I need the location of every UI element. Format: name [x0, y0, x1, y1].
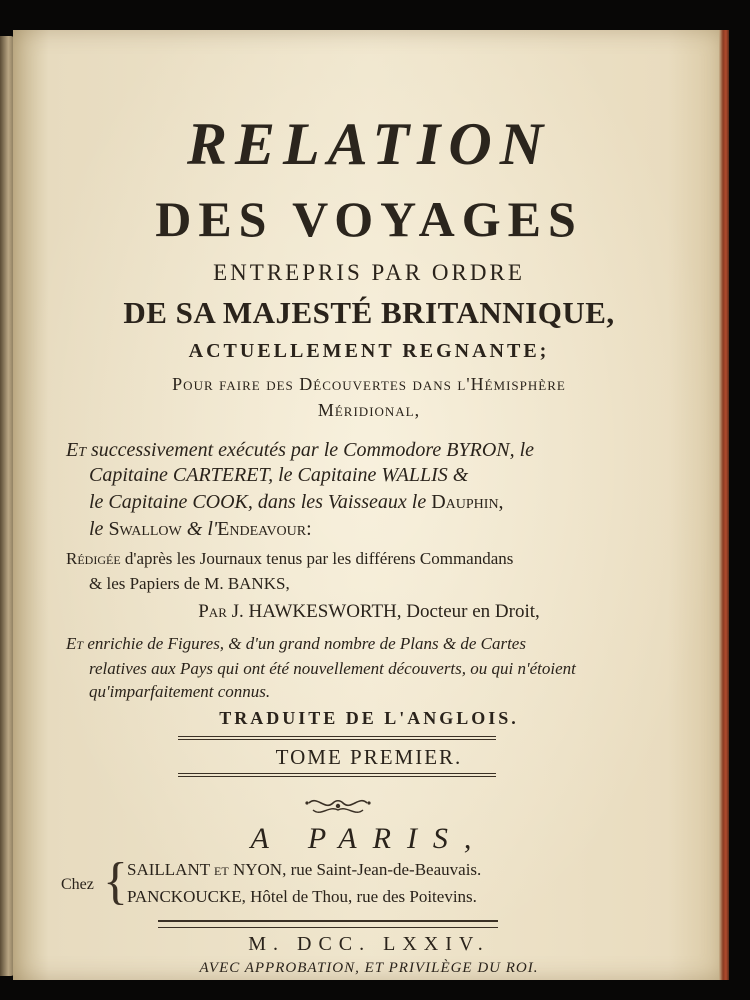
executed-text-1: successivement exécutés par le Commodore — [86, 439, 447, 461]
executed-line-1 — [66, 439, 534, 462]
imprint-privilege: AVEC APPROBATION, ET PRIVILÈGE DU ROI. — [199, 960, 539, 976]
executed-et: Et — [66, 439, 87, 461]
executed-text-2: Capitaine — [89, 464, 173, 486]
author-par: Par — [198, 601, 227, 622]
curly-brace-icon: { — [103, 853, 128, 910]
publisher-line-2: PANCKOUCKE, Hôtel de Thou, rue des Poitevins. — [127, 887, 477, 906]
redigee-text: d'après les Journaux tenus par les différens Commandans — [120, 549, 514, 568]
ship-endeavour: Endeavour: — [217, 518, 312, 540]
executed-line-4 — [89, 518, 312, 541]
executed-text-3: le Capitaine — [89, 491, 193, 513]
name-cook: COOK — [192, 491, 248, 513]
rule-below-volume — [178, 773, 496, 777]
redigee-word: Rédigée — [66, 549, 121, 568]
subtitle-entrepris: ENTREPRIS PAR ORDRE — [213, 260, 525, 285]
subtitle-majeste: DE SA MAJESTÉ BRITANNIQUE, — [123, 295, 615, 330]
page-fore-edge — [719, 30, 729, 980]
name-byron: BYRON — [446, 439, 510, 461]
redigee-line-1 — [66, 549, 513, 569]
rule-above-volume — [178, 736, 496, 740]
subtitle-regnante: ACTUELLEMENT REGNANTE; — [188, 340, 550, 362]
title-relation: RELATION — [186, 111, 552, 177]
publisher-line-1 — [127, 860, 481, 880]
imprint-chez: Chez — [61, 876, 94, 893]
ship-dauphin: Dauphin, — [431, 491, 504, 513]
executed-text-4b: & l' — [181, 518, 218, 540]
subtitle-meridional: Méridional, — [317, 400, 421, 420]
imprint-city: A PARIS, — [250, 822, 488, 855]
volume-label: TOME PREMIER. — [275, 745, 463, 769]
executed-line-2 — [89, 464, 468, 487]
facing-page-edge — [0, 36, 14, 976]
author-name: J. HAWKESWORTH, Docteur en Droit, — [226, 601, 540, 622]
enrichie-line-2: relatives aux Pays qui ont été nouvellement découverts, ou qui n'étoient — [89, 659, 576, 678]
ship-swallow: Swallow — [108, 518, 182, 540]
enrichie-text-1: enrichie de Figures, & d'un grand nombre de Plans & de Cartes — [83, 634, 526, 653]
executed-line-3 — [89, 491, 504, 514]
title-des-voyages: DES VOYAGES — [155, 191, 583, 247]
imprint-year: M. DCC. LXXIV. — [248, 933, 490, 955]
rule-above-year — [158, 920, 498, 928]
subtitle-decouvertes: Pour faire des Découvertes dans l'Hémisphère — [172, 374, 566, 394]
enrichie-line-1 — [66, 634, 526, 654]
enrichie-line-3: qu'imparfaitement connus. — [89, 682, 271, 701]
title-page — [13, 30, 725, 980]
translation-note: TRADUITE DE L'ANGLOIS. — [219, 708, 519, 728]
publisher-et: et — [214, 860, 229, 879]
executed-text-2c: & — [447, 464, 469, 486]
author-line — [13, 601, 725, 623]
name-carteret: CARTERET — [172, 464, 269, 486]
name-wallis: WALLIS — [381, 464, 448, 486]
floral-ornament-icon — [303, 795, 373, 817]
executed-text-3b: , dans les Vaisseaux le — [247, 491, 432, 513]
executed-text-1b: , le — [509, 439, 535, 461]
publisher-saillant: SAILLANT — [127, 860, 215, 879]
publisher-nyon: NYON, rue Saint-Jean-de-Beauvais. — [228, 860, 482, 879]
enrichie-et: Et — [66, 634, 84, 653]
executed-text-4: le — [89, 518, 109, 540]
executed-text-2b: , le Capitaine — [268, 464, 382, 486]
redigee-line-2: & les Papiers de M. BANKS, — [89, 574, 290, 593]
